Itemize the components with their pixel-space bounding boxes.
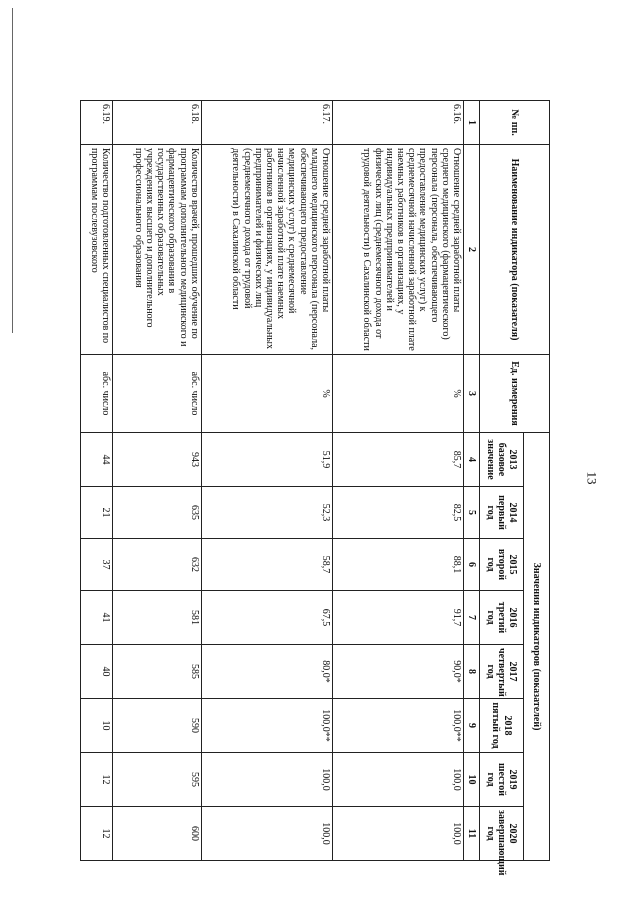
header-year: 2013 базовое значение — [480, 433, 524, 487]
row-value: 80,0* — [201, 645, 332, 699]
row-unit: абс. число — [81, 355, 113, 433]
header-year: 2014 первый год — [480, 487, 524, 539]
column-number: 2 — [464, 145, 480, 355]
header-year: 2016 третий год — [480, 591, 524, 645]
table-rotator — [80, 100, 550, 876]
row-value: 12 — [81, 753, 113, 807]
row-value: 51,9 — [201, 433, 332, 487]
header-year: 2015 второй год — [480, 539, 524, 591]
row-value: 41 — [81, 591, 113, 645]
header-year: 2019 шестой год — [480, 753, 524, 807]
row-value: 595 — [113, 753, 202, 807]
row-value: 58,7 — [201, 539, 332, 591]
row-value: 100,0 — [332, 753, 463, 807]
rotated-table-area — [80, 100, 550, 876]
row-value: 581 — [113, 591, 202, 645]
margin-rule — [12, 8, 13, 333]
page-number: 13 — [584, 471, 600, 485]
header-no: № пп. — [480, 101, 550, 145]
column-number: 11 — [464, 807, 480, 861]
row-no: 6.19. — [81, 101, 113, 145]
table-row — [113, 101, 202, 861]
column-number: 5 — [464, 487, 480, 539]
column-number: 1 — [464, 101, 480, 145]
row-no: 6.17. — [201, 101, 332, 145]
row-no: 6.16. — [332, 101, 463, 145]
header-year: 2017 четвертый год — [480, 645, 524, 699]
row-no: 6.18. — [113, 101, 202, 145]
column-number: 8 — [464, 645, 480, 699]
row-value: 585 — [113, 645, 202, 699]
header-values-group: Значения индикаторов (показателей) — [524, 433, 550, 861]
column-number: 9 — [464, 699, 480, 753]
row-name: Количество врачей, прошедших обучение по программам дополнительного медицинского и фармацевтического образования в государственных образовательных учреждениях высшего и дополнительного профессионального образования — [113, 145, 202, 355]
table-row — [332, 101, 463, 861]
row-value: 88,1 — [332, 539, 463, 591]
row-unit: % — [201, 355, 332, 433]
table-row — [81, 101, 113, 861]
column-number: 6 — [464, 539, 480, 591]
row-value: 67,5 — [201, 591, 332, 645]
row-value: 600 — [113, 807, 202, 861]
column-number: 10 — [464, 753, 480, 807]
header-unit: Ед. измерения — [480, 355, 550, 433]
row-value: 10 — [81, 699, 113, 753]
row-name: Количество подготовленных специалистов по программам послевузовского — [81, 145, 113, 355]
header-name: Наименование индикатора (показателя) — [480, 145, 550, 355]
table-row — [201, 101, 332, 861]
row-unit: % — [332, 355, 463, 433]
row-value: 100,0 — [332, 807, 463, 861]
row-value: 90,0* — [332, 645, 463, 699]
row-value: 82,5 — [332, 487, 463, 539]
header-year: 2020 завершающий год — [480, 807, 524, 861]
indicators-table — [80, 100, 550, 876]
row-value: 85,7 — [332, 433, 463, 487]
row-value: 91,7 — [332, 591, 463, 645]
row-value: 44 — [81, 433, 113, 487]
row-value: 100,0 — [201, 753, 332, 807]
row-value: 590 — [113, 699, 202, 753]
column-number: 7 — [464, 591, 480, 645]
column-number: 3 — [464, 355, 480, 433]
row-value: 632 — [113, 539, 202, 591]
row-value: 52,3 — [201, 487, 332, 539]
header-year: 2018 пятый год — [480, 699, 524, 753]
row-value: 37 — [81, 539, 113, 591]
row-value: 100,0 — [201, 807, 332, 861]
row-value: 100,0** — [201, 699, 332, 753]
row-value: 943 — [113, 433, 202, 487]
row-name: Отношение средней заработной платы среднего медицинского (фармацевтического) персонала (персонала, обеспечивающего предоставление медицинских услуг) к среднемесячной начисленной заработной плате наемных работников в организациях, у индивидуальных предпринимателей и физических лиц (среднемесячного дохода от трудовой деятельности) в Сахалинской области — [332, 145, 463, 355]
column-number: 4 — [464, 433, 480, 487]
row-name: Отношение средней заработной платы младшего медицинского персонала (персонала, обеспечивающего предоставление медицинских услуг) к среднемесячной начисленной заработной плате наемных работников в организациях, у индивидуальных предпринимателей и физических лиц (среднемесячного дохода от трудовой деятельности) в Сахалинской области — [201, 145, 332, 355]
row-value: 12 — [81, 807, 113, 861]
row-value: 100,0** — [332, 699, 463, 753]
row-value: 40 — [81, 645, 113, 699]
row-value: 635 — [113, 487, 202, 539]
row-unit: абс. число — [113, 355, 202, 433]
row-value: 21 — [81, 487, 113, 539]
